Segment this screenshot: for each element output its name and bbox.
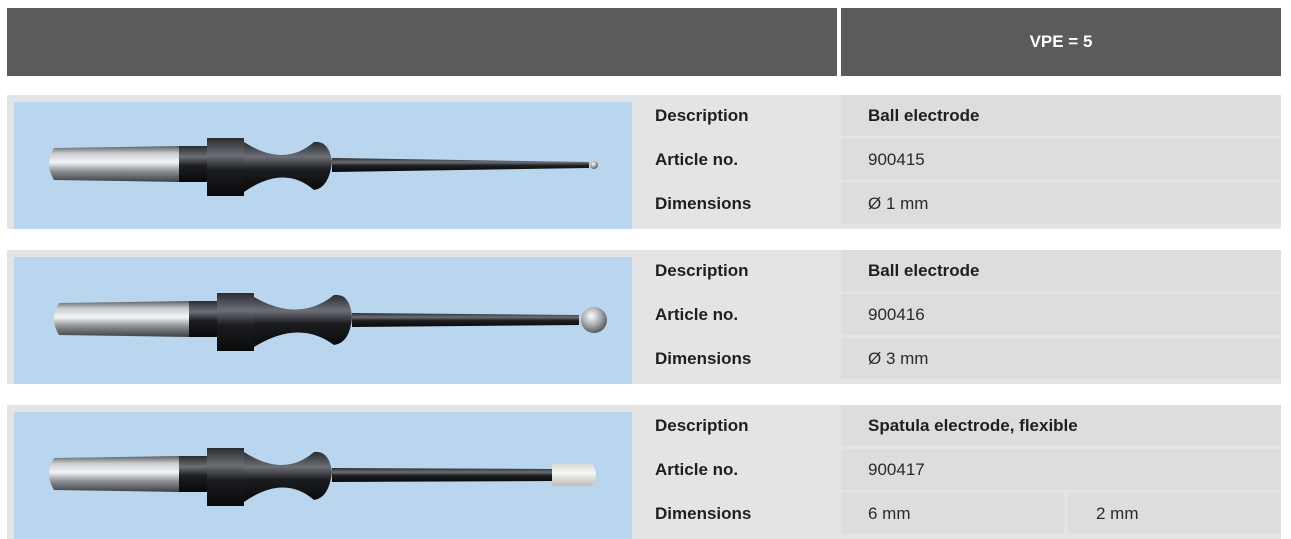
description-value: Ball electrode [841,250,1281,291]
dimensions-value-1: 6 mm [841,493,1064,534]
ball-electrode-3mm-icon [14,257,632,384]
article-label: Article no. [641,294,839,335]
dimensions-label: Dimensions [641,183,839,224]
article-value: 900417 [841,449,1281,490]
description-label: Description [641,405,839,446]
vpe-label: VPE = 5 [1029,32,1093,51]
dimensions-label: Dimensions [641,493,839,534]
dimensions-value: Ø 3 mm [841,338,1281,379]
dimensions-value-2: 2 mm [1068,493,1281,534]
product-image-panel [14,102,632,229]
article-value: 900416 [841,294,1281,335]
dimensions-value: Ø 1 mm [841,183,1281,224]
product-spatula-electrode-flexible [7,405,1281,539]
spatula-electrode-flexible-icon [14,412,632,539]
description-label: Description [641,95,839,136]
article-label: Article no. [641,449,839,490]
article-value: 900415 [841,139,1281,180]
vpe-header [841,8,1281,76]
description-label: Description [641,250,839,291]
product-image-panel [14,412,632,539]
ball-electrode-1mm-icon [14,102,632,229]
product-ball-electrode-1mm [7,95,1281,229]
dimensions-label: Dimensions [641,338,839,379]
product-ball-electrode-3mm [7,250,1281,384]
article-label: Article no. [641,139,839,180]
header-blank [7,8,837,76]
product-image-panel [14,257,632,384]
description-value: Spatula electrode, flexible [841,405,1281,446]
description-value: Ball electrode [841,95,1281,136]
